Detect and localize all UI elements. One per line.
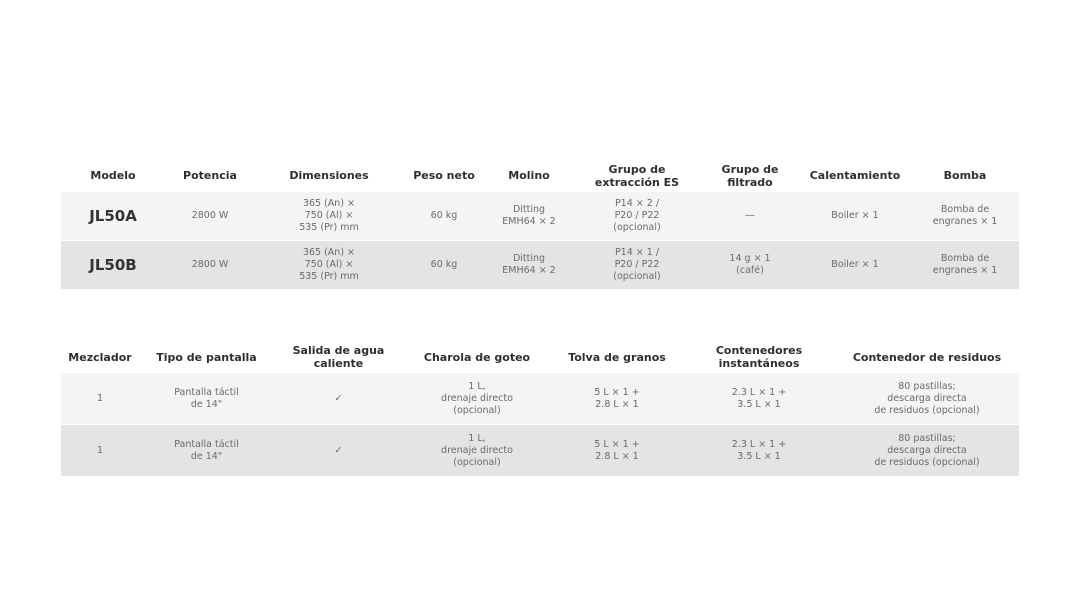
table-row (61, 241, 1019, 290)
table-cell: Pantalla táctil de 14" (139, 373, 274, 425)
table-cell: Pantalla táctil de 14" (139, 425, 274, 477)
header-bomba: Bomba (943, 169, 987, 182)
table-header-row (61, 341, 1019, 373)
header-grupo-extraccion: Grupo de extracción ES (594, 162, 680, 189)
table-cell: Ditting EMH64 × 2 (485, 241, 573, 290)
table-cell: 5 L × 1 + 2.8 L × 1 (551, 425, 683, 477)
check-icon: ✓ (274, 373, 403, 425)
table-cell: 5 L × 1 + 2.8 L × 1 (551, 373, 683, 425)
header-molino: Molino (508, 169, 550, 182)
table-cell: 2.3 L × 1 + 3.5 L × 1 (683, 425, 835, 477)
table-cell: Bomba de engranes × 1 (911, 241, 1019, 290)
header-dimensiones: Dimensiones (289, 169, 369, 182)
table-cell: 2.3 L × 1 + 3.5 L × 1 (683, 373, 835, 425)
header-charola-goteo: Charola de goteo (423, 350, 531, 364)
table-cell: 2800 W (165, 241, 255, 290)
table-cell: Boiler × 1 (799, 241, 911, 290)
table-cell: 1 L, drenaje directo (opcional) (403, 425, 551, 477)
header-grupo-filtrado: Grupo de filtrado (721, 162, 779, 189)
table-cell: 1 (61, 373, 139, 425)
spec-table-main (61, 159, 1019, 289)
header-tipo-pantalla: Tipo de pantalla (156, 350, 257, 364)
header-contenedores-instantaneos: Contenedores instantáneos (715, 344, 803, 370)
table-cell: 365 (An) × 750 (Al) × 535 (Pr) mm (255, 192, 403, 241)
table-cell: 2800 W (165, 192, 255, 241)
header-modelo: Modelo (90, 169, 136, 182)
header-salida-agua: Salida de agua caliente (292, 344, 385, 370)
header-mezclador: Mezclador (68, 350, 132, 364)
table-row (61, 373, 1019, 425)
table-cell: 1 (61, 425, 139, 477)
table-cell: — (701, 192, 799, 241)
table-row (61, 425, 1019, 477)
table-cell: 1 L, drenaje directo (opcional) (403, 373, 551, 425)
header-contenedor-residuos: Contenedor de residuos (852, 350, 1002, 364)
table-cell: 60 kg (403, 241, 485, 290)
spec-table-accessories (61, 341, 1019, 476)
header-potencia: Potencia (183, 169, 237, 182)
table-cell: 60 kg (403, 192, 485, 241)
model-name: JL50B (61, 241, 165, 290)
table-cell: 80 pastillas; descarga directa de residuos (opcional) (835, 425, 1019, 477)
table-cell: Ditting EMH64 × 2 (485, 192, 573, 241)
check-icon: ✓ (274, 425, 403, 477)
table-cell: 365 (An) × 750 (Al) × 535 (Pr) mm (255, 241, 403, 290)
table-cell: P14 × 1 / P20 / P22 (opcional) (573, 241, 701, 290)
model-name: JL50A (61, 192, 165, 241)
table-header-row (61, 159, 1019, 192)
header-tolva-granos: Tolva de granos (568, 350, 666, 364)
table-cell: Boiler × 1 (799, 192, 911, 241)
table-cell: 14 g × 1 (café) (701, 241, 799, 290)
header-calentamiento: Calentamiento (809, 169, 901, 182)
table-row (61, 192, 1019, 241)
table-cell: 80 pastillas; descarga directa de residuos (opcional) (835, 373, 1019, 425)
table-cell: Bomba de engranes × 1 (911, 192, 1019, 241)
header-peso-neto: Peso neto (413, 169, 475, 182)
table-cell: P14 × 2 / P20 / P22 (opcional) (573, 192, 701, 241)
